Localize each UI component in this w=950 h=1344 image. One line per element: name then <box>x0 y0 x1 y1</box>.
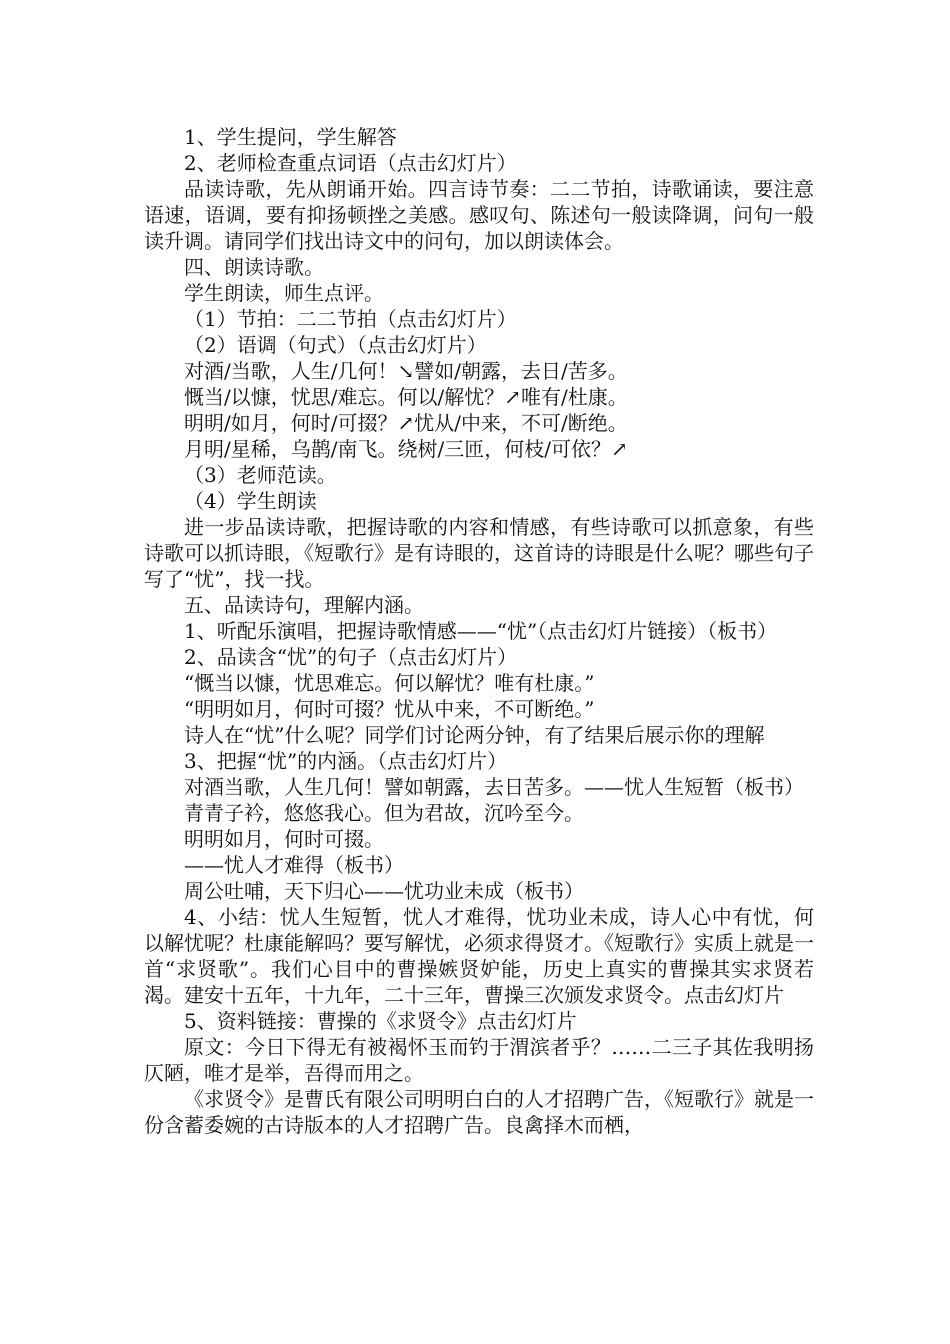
paragraph: 对酒当歌，人生几何！譬如朝露，去日苦多。——忧人生短暂（板书） <box>184 775 804 799</box>
paragraph: 品读诗歌，先从朗诵开始。四言诗节奏：二二节拍，诗歌诵读，要注意语速，语调，要有抑扬顿挫之美感。感叹句、陈述句一般读降调，问句一般读升调。请同学们找出诗文中的问句，加以朗读体会。 <box>144 177 814 253</box>
paragraph: 进一步品读诗歌，把握诗歌的内容和情感，有些诗歌可以抓意象，有些诗歌可以抓诗眼，《短歌行》是有诗眼的，这首诗的诗眼是什么呢？哪些句子写了“忧”，找一找。 <box>144 515 814 591</box>
poem-line: 明明/如月，何时/可掇？↗忧从/中来，不可/断绝。 <box>184 411 628 435</box>
section-heading: 五、品读诗句，理解内涵。 <box>184 593 424 617</box>
paragraph: ——忧人才难得（板书） <box>184 853 404 877</box>
paragraph: 3、把握“忧”的内涵。（点击幻灯片） <box>184 749 508 773</box>
document-body <box>144 124 814 1138</box>
paragraph: （3）老师范读。 <box>184 463 337 487</box>
paragraph: 青青子衿，悠悠我心。但为君故，沉吟至今。 <box>184 801 584 825</box>
paragraph: 诗人在“忧”什么呢？同学们讨论两分钟，有了结果后展示你的理解 <box>184 723 765 747</box>
paragraph: 4、小结：忧人生短暂，忧人才难得，忧功业未成，诗人心中有忧，何以解忧呢？杜康能解吗？要写解忧，必须求得贤才。《短歌行》实质上就是一首“求贤歌”。我们心目中的曹操嫉贤妒能，历史上真实的曹操其实求贤若渴。建安十五年，十九年，二十三年，曹操三次颁发求贤令。点击幻灯片 <box>144 905 814 1007</box>
paragraph: 2、品读含“忧”的句子（点击幻灯片） <box>184 645 518 669</box>
section-heading: 四、朗读诗歌。 <box>184 255 324 279</box>
paragraph: （1）节拍：二二节拍（点击幻灯片） <box>184 307 517 331</box>
paragraph: （2）语调（句式）（点击幻灯片） <box>184 333 487 357</box>
quote-line: “慨当以慷，忧思难忘。何以解忧？唯有杜康。” <box>184 671 595 695</box>
quote-line: “明明如月，何时可掇？忧从中来，不可断绝。” <box>184 697 595 721</box>
paragraph: 明明如月，何时可掇。 <box>184 827 384 851</box>
poem-line: 月明/星稀，乌鹊/南飞。绕树/三匝，何枝/可依？↗ <box>184 437 628 461</box>
paragraph: 2、老师检查重点词语（点击幻灯片） <box>184 151 517 175</box>
paragraph: 《求贤令》是曹氏有限公司明明白白的人才招聘广告，《短歌行》就是一份含蓄委婉的古诗版本的人才招聘广告。良禽择木而栖， <box>144 1087 814 1137</box>
paragraph: 周公吐哺，天下归心——忧功业未成（板书） <box>184 879 584 903</box>
paragraph: 学生朗读，师生点评。 <box>184 281 384 305</box>
paragraph: 原文：今日下得无有被褐怀玉而钓于渭滨者乎？……二三子其佐我明扬仄陋，唯才是举，吾得而用之。 <box>144 1035 814 1085</box>
paragraph: 1、听配乐演唱，把握诗歌情感——“忧”（点击幻灯片链接）（板书） <box>184 619 778 643</box>
paragraph: 1、学生提问，学生解答 <box>184 125 397 149</box>
paragraph: （4）学生朗读 <box>184 489 317 513</box>
poem-line: 慨当/以慷，忧思/难忘。何以/解忧？↗唯有/杜康。 <box>184 385 628 409</box>
paragraph: 5、资料链接：曹操的《求贤令》点击幻灯片 <box>184 1009 577 1033</box>
poem-line: 对酒/当歌，人生/几何！↘譬如/朝露，去日/苦多。 <box>184 359 628 383</box>
